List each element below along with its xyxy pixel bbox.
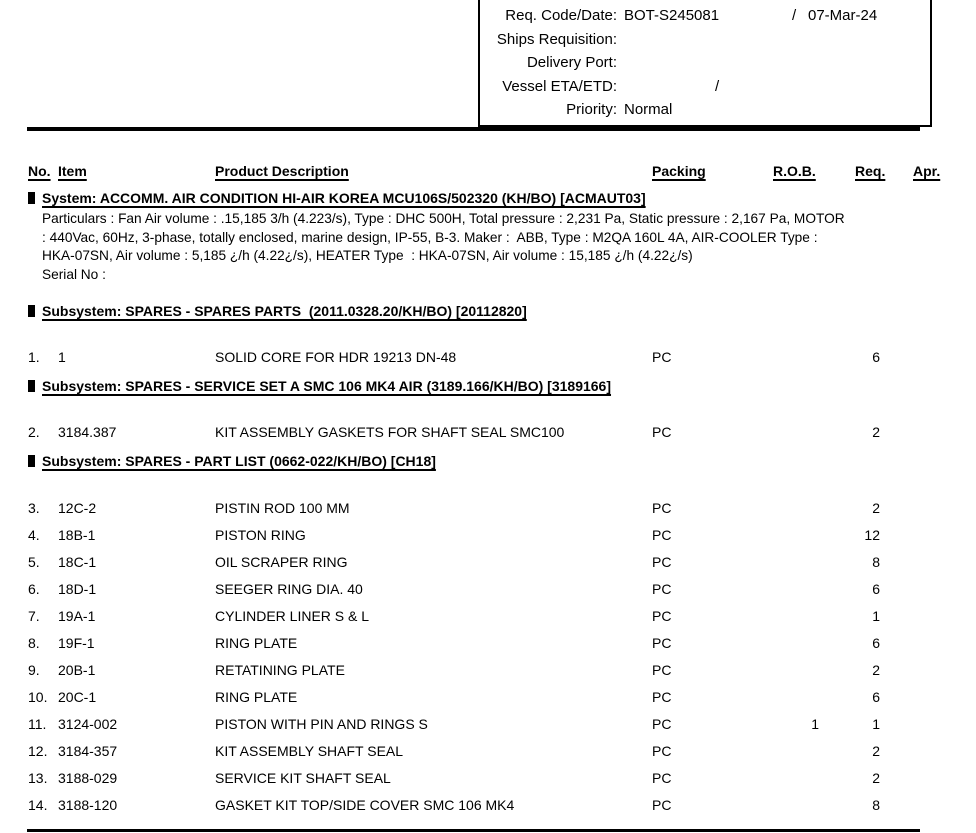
item-apr [913,501,944,528]
item-rob [773,425,855,452]
subsystem-1-title: Subsystem: SPARES - SPARES PARTS (2011.0328.20/KH/BO) [20112820] [42,303,527,319]
item-no: 14. [28,797,48,813]
item-rob [773,501,855,528]
item-req: 6 [872,349,880,365]
item-no: 5. [28,554,40,570]
section-subsystem-service-set [28,378,944,394]
item-code: 18B-1 [58,527,96,543]
subsystem-3-title: Subsystem: SPARES - PART LIST (0662-022/KH/BO) [CH18] [42,453,436,469]
item-apr [913,555,944,582]
item-no: 13. [28,770,48,786]
ships-requisition-row [480,28,930,52]
item-description: SEEGER RING DIA. 40 [215,581,363,597]
item-packing: PC [652,554,672,570]
item-packing: PC [652,716,672,732]
item-rob: 1 [811,716,819,732]
table-header-row [28,163,944,185]
item-no: 7. [28,608,40,624]
item-description: SOLID CORE FOR HDR 19213 DN-48 [215,349,457,365]
item-code: 18D-1 [58,581,97,597]
table-row [28,663,944,690]
item-no: 11. [28,716,47,732]
item-code: 19A-1 [58,608,96,624]
item-packing: PC [652,424,672,440]
item-packing: PC [652,500,672,516]
item-packing: PC [652,581,672,597]
item-code: 19F-1 [58,635,95,651]
item-no: 6. [28,581,40,597]
delivery-port-value [624,51,792,75]
item-no: 9. [28,662,40,678]
item-rob [773,798,855,825]
item-apr [913,744,944,771]
item-description: GASKET KIT TOP/SIDE COVER SMC 106 MK4 [215,797,515,813]
item-req: 8 [872,554,880,570]
item-code: 20B-1 [58,662,96,678]
item-code: 20C-1 [58,689,97,705]
table-row [28,636,944,663]
col-header-rob: R.O.B. [773,163,816,179]
table-row [28,350,944,377]
item-packing: PC [652,770,672,786]
item-rob [773,690,855,717]
item-packing: PC [652,527,672,543]
item-description: KIT ASSEMBLY GASKETS FOR SHAFT SEAL SMC100 [215,424,565,440]
item-description: CYLINDER LINER S & L [215,608,370,624]
item-description: RING PLATE [215,635,298,651]
item-code: 3188-029 [58,770,118,786]
item-code: 3188-120 [58,797,118,813]
item-packing: PC [652,797,672,813]
vessel-eta-value [624,75,715,99]
item-rob [773,636,855,663]
req-code-date-label: Req. Code/Date: [505,7,617,24]
item-rob [773,555,855,582]
delivery-port-label: Delivery Port: [526,54,617,71]
item-description: RETATINING PLATE [215,662,345,678]
item-apr [913,717,944,744]
item-code: 3184-357 [58,743,118,759]
table-row [28,528,944,555]
table-row [28,425,944,452]
ships-requisition-label: Ships Requisition: [496,30,617,48]
table-row [28,717,944,744]
particulars-line-3: HKA-07SN, Air volume : 5,185 ¿/h (4.22¿/s), HEATER Type : HKA-07SN, Air volume : 15,185 ¿/h (4.22¿/s) [42,248,693,263]
item-description: SERVICE KIT SHAFT SEAL [215,770,391,786]
square-bullet-icon [28,192,35,204]
table-row [28,555,944,582]
item-description: RING PLATE [215,689,298,705]
item-req: 1 [872,608,880,624]
item-req: 1 [872,716,880,732]
item-apr [913,690,944,717]
req-code-value: BOT-S245081 [624,7,720,24]
table-row [28,582,944,609]
item-no: 3. [28,500,40,516]
section-subsystem-part-list [28,453,944,469]
item-description: PISTON RING [215,527,306,543]
item-apr [913,350,944,377]
req-code-date-row [480,4,930,28]
vessel-eta-etd-slash: / [715,77,720,95]
col-header-req: Req. [855,163,886,179]
delivery-port-row [480,51,930,75]
item-apr [913,582,944,609]
item-apr [913,609,944,636]
col-header-packing: Packing [652,163,706,179]
table-row [28,609,944,636]
item-rob [773,609,855,636]
item-req: 12 [864,527,880,543]
item-apr [913,663,944,690]
item-req: 2 [872,743,880,759]
item-packing: PC [652,743,672,759]
item-no: 10. [28,689,48,705]
vessel-eta-etd-label: Vessel ETA/ETD: [502,77,617,95]
item-apr [913,528,944,555]
serial-no-line: Serial No : [42,266,106,282]
item-apr [913,798,944,825]
item-code: 12C-2 [58,500,97,516]
system-particulars [42,210,944,284]
item-rob [773,663,855,690]
item-req: 6 [872,581,880,597]
item-rob [773,582,855,609]
col-header-product-description: Product Description [215,163,349,179]
item-apr [913,771,944,798]
item-code: 1 [58,349,66,365]
item-code: 3124-002 [58,716,118,732]
table-row [28,501,944,528]
priority-label: Priority: [566,101,617,118]
table-row [28,771,944,798]
item-no: 1. [28,349,40,365]
system-title: System: ACCOMM. AIR CONDITION HI-AIR KOREA MCU106S/502320 (KH/BO) [ACMAUT03] [42,190,646,206]
ships-requisition-value [624,28,792,52]
item-packing: PC [652,662,672,678]
subsystem-2-title: Subsystem: SPARES - SERVICE SET A SMC 106 MK4 AIR (3189.166/KH/BO) [3189166] [42,378,612,394]
table-row [28,690,944,717]
item-req: 6 [872,689,880,705]
table-row [28,798,944,825]
item-code: 18C-1 [58,554,97,570]
col-header-item: Item [58,163,87,179]
requisition-header-box [478,0,932,127]
item-req: 2 [872,500,880,516]
item-rob [773,744,855,771]
col-header-apr: Apr. [913,163,941,179]
priority-row [480,98,930,122]
footer-divider-rule [27,829,920,832]
particulars-line-2: : 440Vac, 60Hz, 3-phase, totally enclosed, marine design, IP-55, B-3. Maker : ABB, Type : M2QA 160L 4A, AIR-COOLER Type : [42,229,818,245]
item-req: 6 [872,635,880,651]
item-rob [773,350,855,377]
req-date-value: 07-Mar-24 [808,7,878,24]
item-no: 2. [28,424,40,440]
parts-table [28,131,944,825]
req-date-slash: / [792,7,797,24]
item-description: PISTIN ROD 100 MM [215,500,350,516]
item-description: OIL SCRAPER RING [215,554,348,570]
vessel-eta-etd-row [480,75,930,99]
square-bullet-icon [28,305,35,317]
item-rob [773,771,855,798]
item-description: KIT ASSEMBLY SHAFT SEAL [215,743,404,759]
item-packing: PC [652,608,672,624]
item-apr [913,636,944,663]
item-packing: PC [652,689,672,705]
priority-value: Normal [624,101,673,118]
item-no: 8. [28,635,40,651]
item-req: 8 [872,797,880,813]
item-rob [773,528,855,555]
square-bullet-icon [28,455,35,467]
particulars-line-1: Particulars : Fan Air volume : .15,185 3/h (4.223/s), Type : DHC 500H, Total pressure : 2,231 Pa, Static pressure : 2,167 Pa, MOTOR [42,211,845,226]
table-row [28,744,944,771]
item-no: 4. [28,527,40,543]
item-req: 2 [872,770,880,786]
item-req: 2 [872,424,880,440]
item-code: 3184.387 [58,424,117,440]
item-req: 2 [872,662,880,678]
section-subsystem-spares-parts [28,303,944,319]
section-system [28,190,944,206]
col-header-no: No. [28,163,51,179]
item-description: PISTON WITH PIN AND RINGS S [215,716,428,732]
square-bullet-icon [28,380,35,392]
item-no: 12. [28,743,48,759]
item-packing: PC [652,349,672,365]
item-packing: PC [652,635,672,651]
item-apr [913,425,944,452]
